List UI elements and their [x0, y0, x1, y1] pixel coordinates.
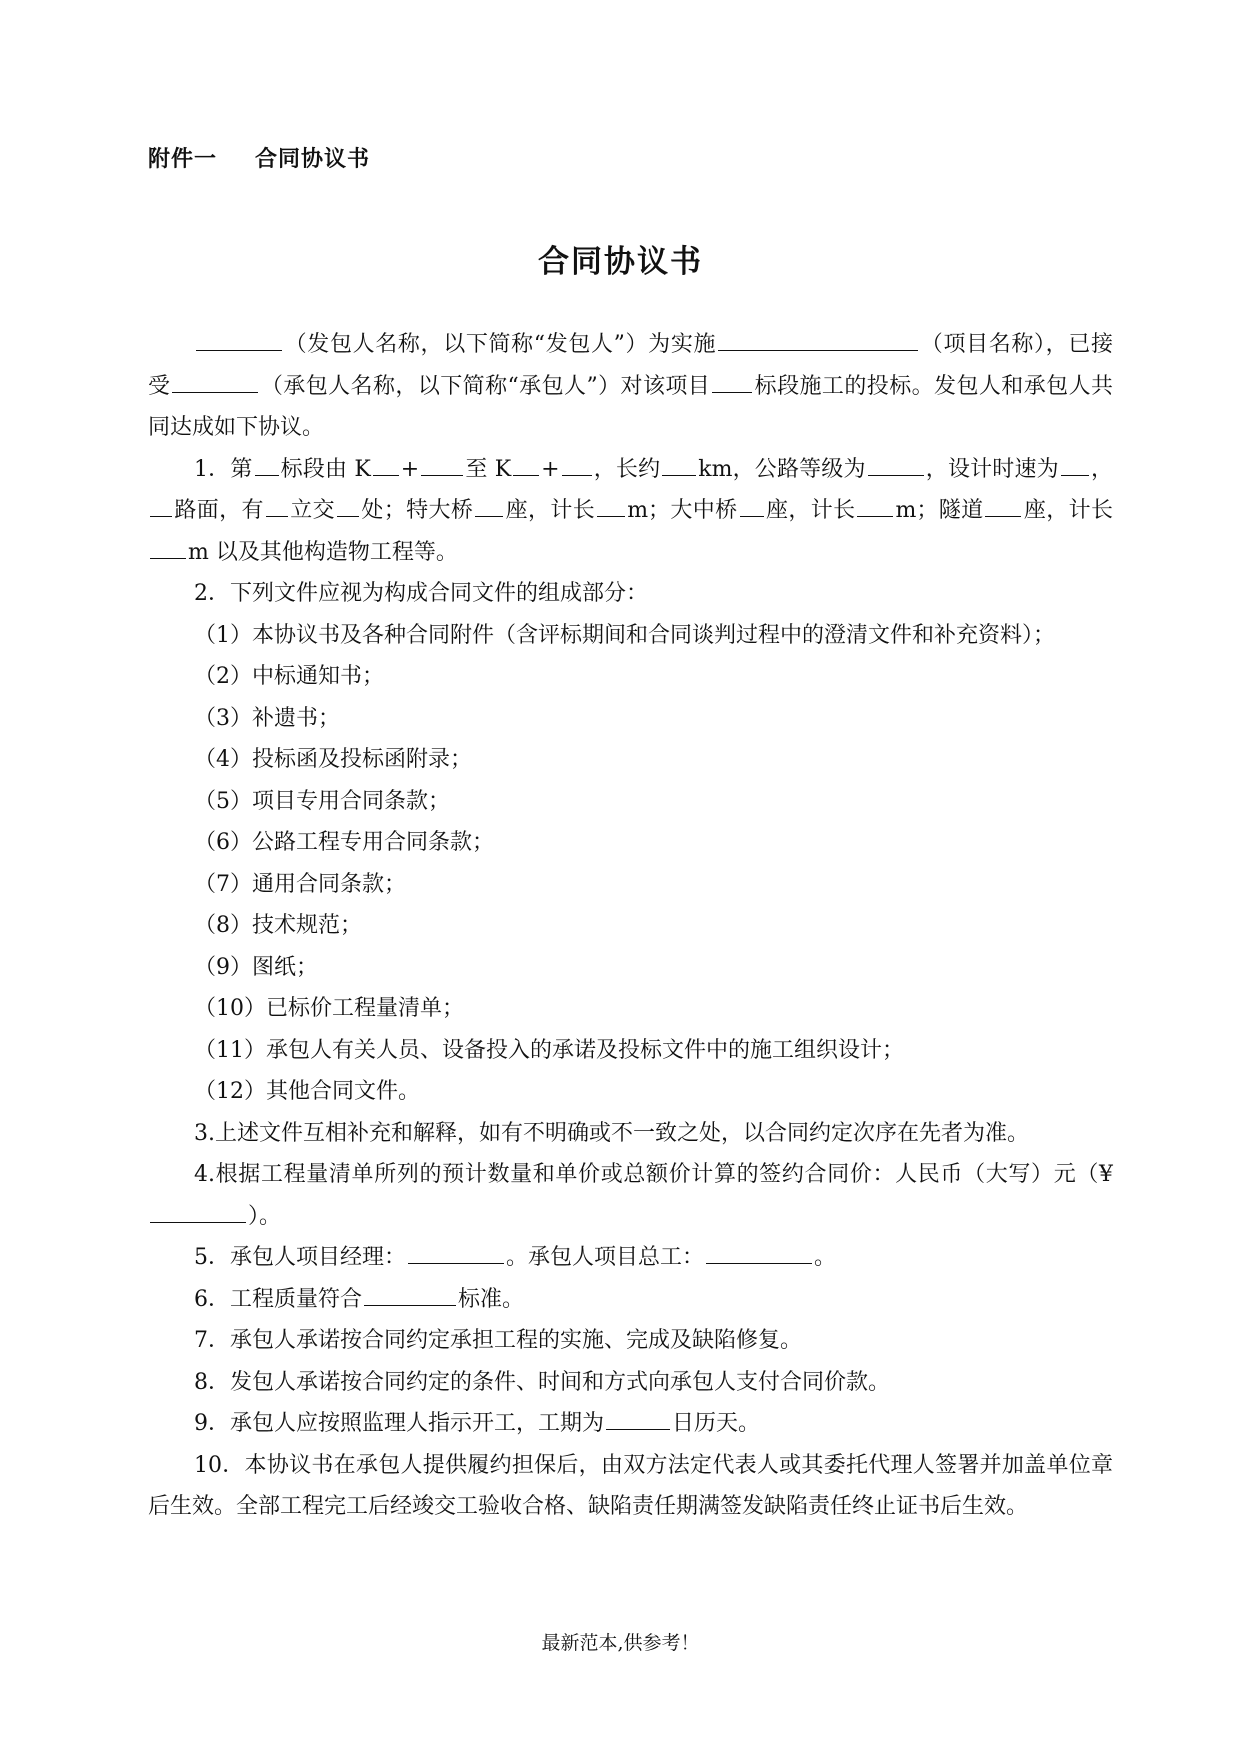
fill-in-blank — [662, 474, 696, 476]
fill-in-blank — [857, 515, 893, 517]
doc-item-11: （11）承包人有关人员、设备投入的承诺及投标文件中的施工组织设计； — [194, 1037, 904, 1063]
text-segment: 9．承包人应按照监理人指示开工，工期为 — [194, 1411, 604, 1436]
doc-item-6: （6）公路工程专用合同条款； — [194, 830, 494, 855]
attachment-heading — [148, 142, 370, 173]
fill-in-blank — [373, 474, 399, 476]
doc-item-10: （10）已标价工程量清单； — [194, 996, 464, 1021]
text-segment: 座，计长 — [765, 498, 856, 523]
blank-duration — [606, 1428, 670, 1430]
clause-10: 10．本协议书在承包人提供履约担保后，由双方法定代表人或其委托代理人签署并加盖单位章后生效。全部工程完工后经竣交工验收合格、缺陷责任期满签发缺陷责任终止证书后生效。 — [148, 1452, 1113, 1519]
fill-in-blank — [868, 474, 924, 476]
fill-in-blank — [337, 515, 359, 517]
text-segment: + — [541, 456, 560, 482]
text-segment: 座，计长 — [1023, 498, 1113, 523]
text-segment: （承包人名称，以下简称“承包人”）对该项目 — [260, 373, 711, 399]
blank-contract-price — [150, 1221, 246, 1223]
blank-employer-name — [196, 349, 282, 351]
clause-7: 7．承包人承诺按合同约定承担工程的实施、完成及缺陷修复。 — [194, 1328, 802, 1353]
clause-6 — [148, 1279, 1113, 1321]
document-title: 合同协议书 — [538, 244, 703, 280]
fill-in-blank — [1061, 474, 1089, 476]
doc-item-1: （1）本协议书及各种合同附件（含评标期间和合同谈判过程中的澄清文件和补充资料）； — [194, 622, 1056, 648]
text-segment: 日历天。 — [672, 1411, 761, 1436]
doc-item-4: （4）投标函及投标函附录； — [194, 747, 472, 772]
text-segment: m；大中桥 — [627, 498, 738, 523]
document-body — [148, 324, 1113, 1528]
doc-item-3: （3）补遗书； — [194, 705, 340, 731]
clause-8: 8．发包人承诺按合同约定的条件、时间和方式向承包人支付合同价款。 — [194, 1369, 890, 1395]
attachment-title: 合同协议书 — [255, 147, 371, 172]
text-segment: 处；特大桥 — [361, 498, 474, 523]
text-segment: 。承包人项目总工： — [506, 1245, 705, 1270]
attachment-number: 附件一 — [148, 147, 218, 172]
text-segment: 1．第 — [194, 456, 253, 482]
text-segment: 。 — [814, 1245, 837, 1270]
text-segment: ， — [1090, 456, 1113, 482]
fill-in-blank — [513, 474, 539, 476]
doc-item-9: （9）图纸； — [194, 954, 318, 980]
doc-item-12: （12）其他合同文件。 — [194, 1079, 420, 1104]
fill-in-blank — [266, 515, 288, 517]
clause-1 — [148, 449, 1113, 574]
page-footer: 最新范本,供参考！ — [541, 1632, 700, 1654]
blank-quality-standard — [364, 1304, 456, 1306]
text-segment: 5．承包人项目经理： — [194, 1245, 406, 1270]
blank-chief-engineer — [706, 1262, 812, 1264]
text-segment: ，设计时速为 — [925, 456, 1059, 482]
text-segment: （项目名称），已接受 — [148, 332, 1113, 399]
text-segment: m；隧道 — [895, 498, 984, 523]
text-segment: 标段施工的投标。发包人和承包人共同达成如下协议。 — [148, 373, 1113, 440]
fill-in-blank — [255, 474, 279, 476]
text-segment: 路面，有 — [174, 498, 264, 523]
blank-contractor-name — [172, 391, 258, 393]
clause-5 — [148, 1237, 1113, 1279]
text-segment: 至 K — [465, 456, 512, 482]
intro-paragraph — [148, 324, 1113, 449]
fill-in-blank — [150, 515, 172, 517]
clause-9 — [148, 1403, 1113, 1445]
fill-in-blank — [562, 474, 592, 476]
text-segment: 座，计长 — [505, 498, 596, 523]
clause-3: 3.上述文件互相补充和解释，如有不明确或不一致之处，以合同约定次序在先者为准。 — [194, 1120, 1029, 1146]
blank-project-name — [718, 349, 918, 351]
text-segment: 标准。 — [458, 1286, 525, 1312]
clause-2: 2．下列文件应视为构成合同文件的组成部分： — [194, 581, 648, 606]
doc-item-8: （8）技术规范； — [194, 913, 362, 938]
text-segment: 标段由 K — [280, 456, 371, 482]
text-segment: 6．工程质量符合 — [194, 1286, 362, 1312]
fill-in-blank — [475, 515, 503, 517]
fill-in-blank — [150, 557, 186, 559]
text-segment: m 以及其他构造物工程等。 — [188, 539, 458, 565]
text-segment: 立交 — [289, 498, 336, 523]
clause-4 — [148, 1154, 1113, 1237]
text-segment: km，公路等级为 — [698, 456, 866, 482]
blank-section — [712, 391, 752, 393]
text-segment: + — [400, 456, 420, 482]
fill-in-blank — [740, 515, 764, 517]
fill-in-blank — [985, 515, 1021, 517]
doc-item-5: （5）项目专用合同条款； — [194, 788, 450, 814]
fill-in-blank — [421, 474, 463, 476]
doc-item-7: （7）通用合同条款； — [194, 871, 406, 897]
text-segment: （发包人名称，以下简称“发包人”）为实施 — [284, 332, 717, 357]
text-segment: 4.根据工程量清单所列的预计数量和单价或总额价计算的签约合同价：人民币（大写）元（¥ — [194, 1162, 1113, 1187]
blank-project-manager — [408, 1262, 504, 1264]
doc-item-2: （2）中标通知书； — [194, 664, 384, 689]
fill-in-blank — [597, 515, 625, 517]
text-segment: ）。 — [248, 1203, 282, 1229]
text-segment: ，长约 — [593, 456, 661, 482]
